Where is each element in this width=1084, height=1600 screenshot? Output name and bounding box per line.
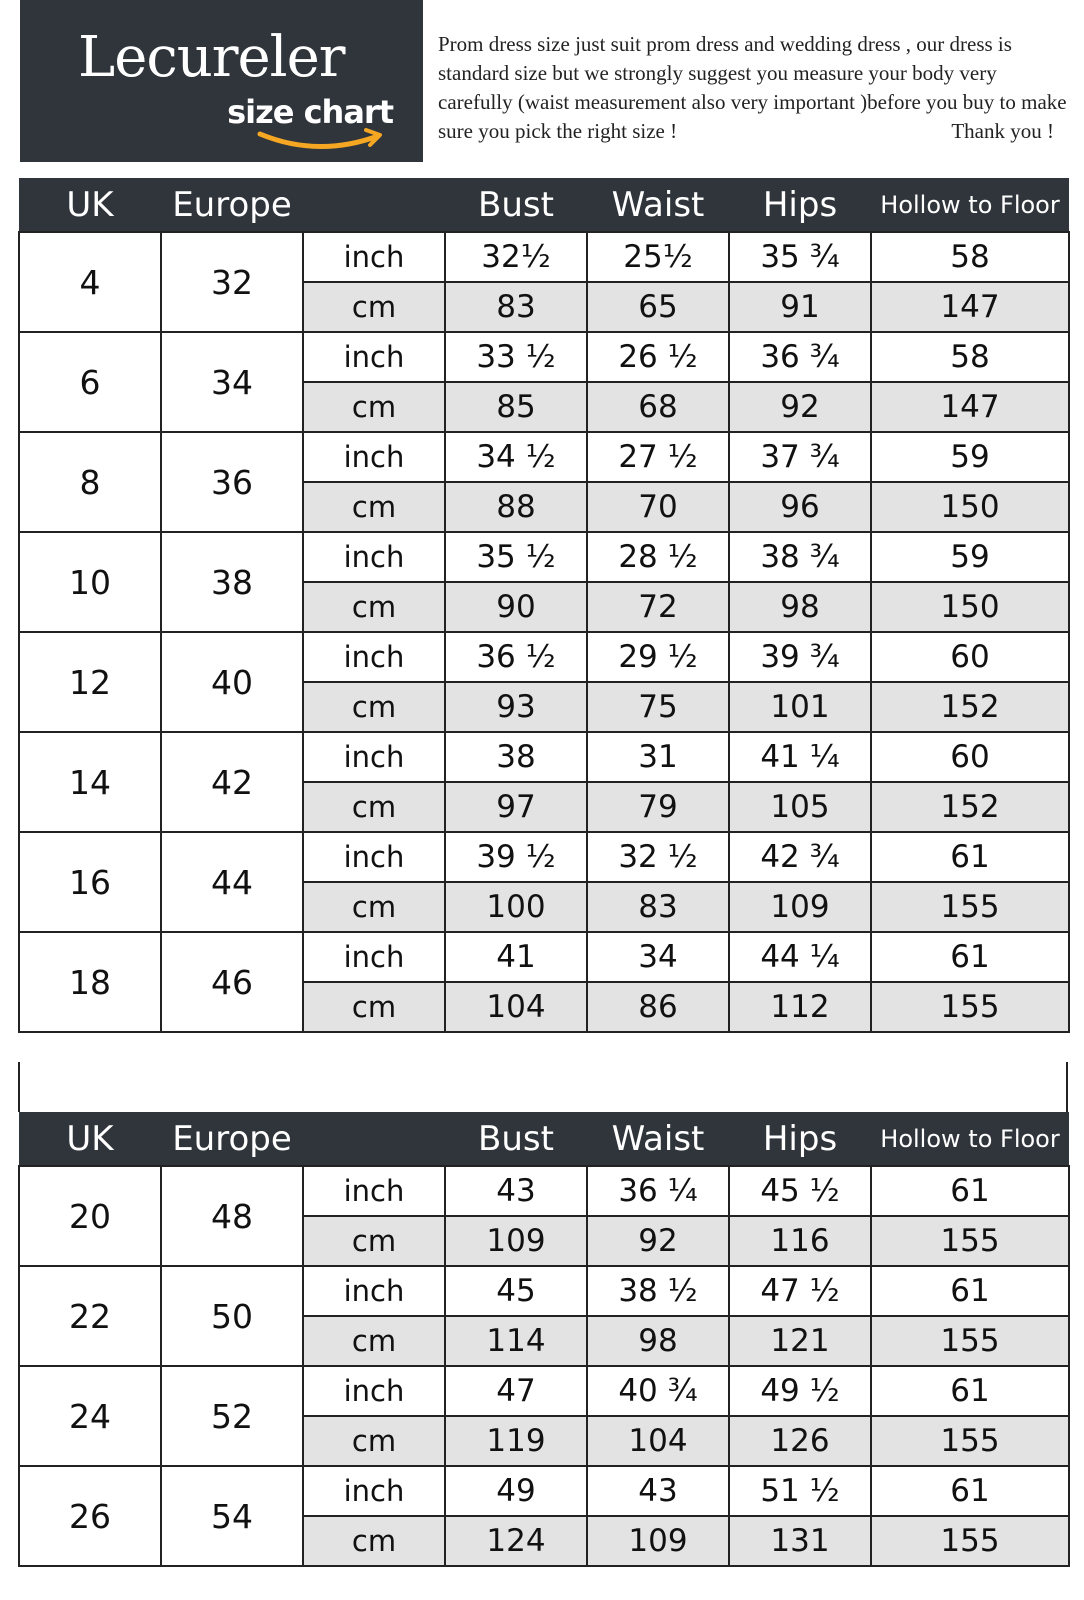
waist-inch-cell: 36 ¼ xyxy=(587,1166,729,1216)
unit-label-inch: inch xyxy=(303,632,445,682)
size-row-inch xyxy=(19,232,1069,282)
unit-label-cm: cm xyxy=(303,582,445,632)
hollow-to-floor-inch-cell: 61 xyxy=(871,1166,1069,1216)
column-header-hollow-to-floor: Hollow to Floor xyxy=(871,1112,1069,1166)
hips-inch-cell: 38 ¾ xyxy=(729,532,871,582)
waist-inch-cell: 25½ xyxy=(587,232,729,282)
hollow-to-floor-inch-cell: 61 xyxy=(871,1266,1069,1316)
bust-cm-cell: 97 xyxy=(445,782,587,832)
unit-label-inch: inch xyxy=(303,232,445,282)
uk-size-cell: 24 xyxy=(19,1366,161,1466)
unit-label-inch: inch xyxy=(303,1266,445,1316)
hips-inch-cell: 42 ¾ xyxy=(729,832,871,882)
column-header-waist: Waist xyxy=(587,178,729,232)
bust-cm-cell: 83 xyxy=(445,282,587,332)
waist-inch-cell: 40 ¾ xyxy=(587,1366,729,1416)
size-row-inch xyxy=(19,1266,1069,1316)
unit-label-inch: inch xyxy=(303,1166,445,1216)
smile-arrow-icon xyxy=(256,128,386,154)
brand-name: Lecureler xyxy=(78,25,345,90)
size-row-inch xyxy=(19,432,1069,482)
bust-inch-cell: 43 xyxy=(445,1166,587,1216)
hollow-to-floor-cm-cell: 152 xyxy=(871,682,1069,732)
brand-logo-panel xyxy=(20,0,423,162)
bust-cm-cell: 109 xyxy=(445,1216,587,1266)
unit-label-cm: cm xyxy=(303,682,445,732)
bust-inch-cell: 35 ½ xyxy=(445,532,587,582)
size-table-2-body xyxy=(19,1166,1069,1566)
waist-cm-cell: 109 xyxy=(587,1516,729,1566)
size-row-inch xyxy=(19,632,1069,682)
hips-cm-cell: 105 xyxy=(729,782,871,832)
unit-label-cm: cm xyxy=(303,982,445,1032)
hollow-to-floor-cm-cell: 155 xyxy=(871,882,1069,932)
column-header-hips: Hips xyxy=(729,178,871,232)
size-row-inch xyxy=(19,1366,1069,1416)
europe-size-cell: 36 xyxy=(161,432,303,532)
waist-inch-cell: 31 xyxy=(587,732,729,782)
size-row-inch xyxy=(19,1466,1069,1516)
unit-label-cm: cm xyxy=(303,782,445,832)
column-header-unit xyxy=(303,1112,445,1166)
unit-label-inch: inch xyxy=(303,532,445,582)
uk-size-cell: 6 xyxy=(19,332,161,432)
waist-inch-cell: 34 xyxy=(587,932,729,982)
hollow-to-floor-inch-cell: 61 xyxy=(871,832,1069,882)
uk-size-cell: 12 xyxy=(19,632,161,732)
hollow-to-floor-cm-cell: 155 xyxy=(871,1516,1069,1566)
unit-label-inch: inch xyxy=(303,1466,445,1516)
size-row-inch xyxy=(19,832,1069,882)
europe-size-cell: 32 xyxy=(161,232,303,332)
bust-inch-cell: 47 xyxy=(445,1366,587,1416)
unit-label-inch: inch xyxy=(303,732,445,782)
unit-label-inch: inch xyxy=(303,832,445,882)
size-notice-text: Prom dress size just suit prom dress and wedding dress , our dress is standard size but we strongly suggest you measure your body very carefully (waist measurement also very important )before you buy to make sure you pick the right size ! xyxy=(438,32,1067,143)
waist-cm-cell: 72 xyxy=(587,582,729,632)
bust-cm-cell: 90 xyxy=(445,582,587,632)
waist-inch-cell: 26 ½ xyxy=(587,332,729,382)
europe-size-cell: 48 xyxy=(161,1166,303,1266)
hips-inch-cell: 51 ½ xyxy=(729,1466,871,1516)
hollow-to-floor-inch-cell: 60 xyxy=(871,632,1069,682)
unit-label-cm: cm xyxy=(303,282,445,332)
bust-inch-cell: 49 xyxy=(445,1466,587,1516)
uk-size-cell: 18 xyxy=(19,932,161,1032)
uk-size-cell: 20 xyxy=(19,1166,161,1266)
hollow-to-floor-inch-cell: 61 xyxy=(871,1366,1069,1416)
size-table-2 xyxy=(18,1112,1070,1567)
hips-cm-cell: 91 xyxy=(729,282,871,332)
hollow-to-floor-cm-cell: 150 xyxy=(871,582,1069,632)
hips-cm-cell: 96 xyxy=(729,482,871,532)
table-header-row xyxy=(19,1112,1069,1166)
bust-inch-cell: 33 ½ xyxy=(445,332,587,382)
hips-cm-cell: 121 xyxy=(729,1316,871,1366)
uk-size-cell: 14 xyxy=(19,732,161,832)
table-spacer xyxy=(18,1062,1068,1112)
waist-cm-cell: 104 xyxy=(587,1416,729,1466)
waist-cm-cell: 75 xyxy=(587,682,729,732)
bust-cm-cell: 119 xyxy=(445,1416,587,1466)
hips-cm-cell: 112 xyxy=(729,982,871,1032)
thank-you-text: Thank you ! xyxy=(951,119,1054,143)
uk-size-cell: 22 xyxy=(19,1266,161,1366)
unit-label-cm: cm xyxy=(303,482,445,532)
uk-size-cell: 26 xyxy=(19,1466,161,1566)
hollow-to-floor-cm-cell: 147 xyxy=(871,282,1069,332)
waist-cm-cell: 98 xyxy=(587,1316,729,1366)
waist-inch-cell: 29 ½ xyxy=(587,632,729,682)
size-table-1 xyxy=(18,178,1070,1033)
hips-inch-cell: 41 ¼ xyxy=(729,732,871,782)
bust-inch-cell: 32½ xyxy=(445,232,587,282)
hips-cm-cell: 98 xyxy=(729,582,871,632)
waist-cm-cell: 70 xyxy=(587,482,729,532)
hips-inch-cell: 37 ¾ xyxy=(729,432,871,482)
bust-cm-cell: 88 xyxy=(445,482,587,532)
uk-size-cell: 16 xyxy=(19,832,161,932)
bust-cm-cell: 104 xyxy=(445,982,587,1032)
bust-cm-cell: 93 xyxy=(445,682,587,732)
bust-inch-cell: 36 ½ xyxy=(445,632,587,682)
size-notice xyxy=(438,30,1068,146)
size-row-inch xyxy=(19,332,1069,382)
brand-subtitle: size chart xyxy=(227,93,393,131)
hollow-to-floor-inch-cell: 58 xyxy=(871,332,1069,382)
europe-size-cell: 50 xyxy=(161,1266,303,1366)
hollow-to-floor-inch-cell: 61 xyxy=(871,1466,1069,1516)
bust-inch-cell: 34 ½ xyxy=(445,432,587,482)
bust-cm-cell: 114 xyxy=(445,1316,587,1366)
size-row-inch xyxy=(19,532,1069,582)
europe-size-cell: 34 xyxy=(161,332,303,432)
unit-label-inch: inch xyxy=(303,332,445,382)
uk-size-cell: 10 xyxy=(19,532,161,632)
uk-size-cell: 8 xyxy=(19,432,161,532)
column-header-hollow-to-floor: Hollow to Floor xyxy=(871,178,1069,232)
waist-inch-cell: 43 xyxy=(587,1466,729,1516)
unit-label-inch: inch xyxy=(303,932,445,982)
unit-label-inch: inch xyxy=(303,432,445,482)
bust-inch-cell: 45 xyxy=(445,1266,587,1316)
column-header-europe: Europe xyxy=(161,1112,303,1166)
waist-cm-cell: 83 xyxy=(587,882,729,932)
size-table-1-body xyxy=(19,232,1069,1032)
hips-inch-cell: 44 ¼ xyxy=(729,932,871,982)
hollow-to-floor-inch-cell: 59 xyxy=(871,532,1069,582)
hips-cm-cell: 92 xyxy=(729,382,871,432)
bust-inch-cell: 39 ½ xyxy=(445,832,587,882)
hips-inch-cell: 47 ½ xyxy=(729,1266,871,1316)
europe-size-cell: 40 xyxy=(161,632,303,732)
waist-inch-cell: 38 ½ xyxy=(587,1266,729,1316)
size-row-inch xyxy=(19,1166,1069,1216)
europe-size-cell: 38 xyxy=(161,532,303,632)
hollow-to-floor-cm-cell: 147 xyxy=(871,382,1069,432)
europe-size-cell: 54 xyxy=(161,1466,303,1566)
hollow-to-floor-cm-cell: 155 xyxy=(871,1316,1069,1366)
hollow-to-floor-inch-cell: 60 xyxy=(871,732,1069,782)
hollow-to-floor-cm-cell: 155 xyxy=(871,982,1069,1032)
column-header-bust: Bust xyxy=(445,1112,587,1166)
waist-cm-cell: 92 xyxy=(587,1216,729,1266)
waist-inch-cell: 27 ½ xyxy=(587,432,729,482)
column-header-bust: Bust xyxy=(445,178,587,232)
bust-inch-cell: 38 xyxy=(445,732,587,782)
column-header-uk: UK xyxy=(19,178,161,232)
hips-inch-cell: 36 ¾ xyxy=(729,332,871,382)
unit-label-cm: cm xyxy=(303,1316,445,1366)
waist-cm-cell: 86 xyxy=(587,982,729,1032)
column-header-waist: Waist xyxy=(587,1112,729,1166)
column-header-hips: Hips xyxy=(729,1112,871,1166)
waist-inch-cell: 28 ½ xyxy=(587,532,729,582)
hollow-to-floor-inch-cell: 58 xyxy=(871,232,1069,282)
waist-inch-cell: 32 ½ xyxy=(587,832,729,882)
hips-cm-cell: 116 xyxy=(729,1216,871,1266)
hips-inch-cell: 39 ¾ xyxy=(729,632,871,682)
bust-inch-cell: 41 xyxy=(445,932,587,982)
hollow-to-floor-cm-cell: 155 xyxy=(871,1416,1069,1466)
europe-size-cell: 52 xyxy=(161,1366,303,1466)
hips-inch-cell: 45 ½ xyxy=(729,1166,871,1216)
unit-label-cm: cm xyxy=(303,1516,445,1566)
europe-size-cell: 46 xyxy=(161,932,303,1032)
hollow-to-floor-cm-cell: 152 xyxy=(871,782,1069,832)
hips-inch-cell: 35 ¾ xyxy=(729,232,871,282)
hollow-to-floor-inch-cell: 61 xyxy=(871,932,1069,982)
europe-size-cell: 42 xyxy=(161,732,303,832)
unit-label-cm: cm xyxy=(303,1416,445,1466)
hips-cm-cell: 109 xyxy=(729,882,871,932)
waist-cm-cell: 65 xyxy=(587,282,729,332)
europe-size-cell: 44 xyxy=(161,832,303,932)
size-row-inch xyxy=(19,732,1069,782)
unit-label-cm: cm xyxy=(303,382,445,432)
waist-cm-cell: 79 xyxy=(587,782,729,832)
column-header-unit xyxy=(303,178,445,232)
table-header-row xyxy=(19,178,1069,232)
hollow-to-floor-cm-cell: 155 xyxy=(871,1216,1069,1266)
bust-cm-cell: 100 xyxy=(445,882,587,932)
hips-inch-cell: 49 ½ xyxy=(729,1366,871,1416)
hips-cm-cell: 131 xyxy=(729,1516,871,1566)
size-row-inch xyxy=(19,932,1069,982)
hollow-to-floor-cm-cell: 150 xyxy=(871,482,1069,532)
bust-cm-cell: 85 xyxy=(445,382,587,432)
hips-cm-cell: 126 xyxy=(729,1416,871,1466)
waist-cm-cell: 68 xyxy=(587,382,729,432)
unit-label-cm: cm xyxy=(303,1216,445,1266)
unit-label-inch: inch xyxy=(303,1366,445,1416)
column-header-uk: UK xyxy=(19,1112,161,1166)
unit-label-cm: cm xyxy=(303,882,445,932)
bust-cm-cell: 124 xyxy=(445,1516,587,1566)
uk-size-cell: 4 xyxy=(19,232,161,332)
hollow-to-floor-inch-cell: 59 xyxy=(871,432,1069,482)
hips-cm-cell: 101 xyxy=(729,682,871,732)
column-header-europe: Europe xyxy=(161,178,303,232)
